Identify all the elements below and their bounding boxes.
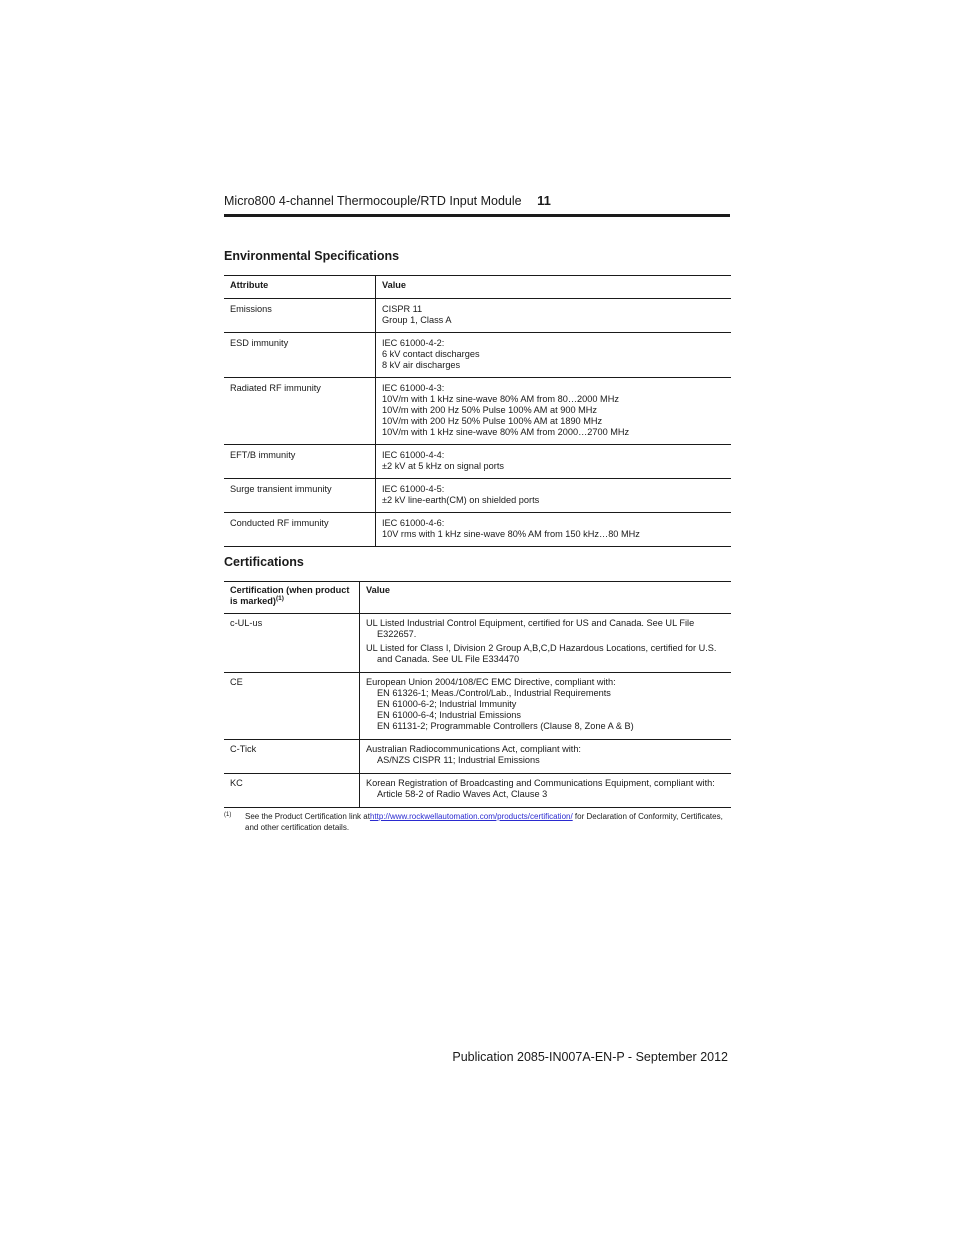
value-list-item: EN 61131-2; Programmable Controllers (Clause 8, Zone A & B) — [377, 721, 634, 731]
certifications-title: Certifications — [224, 555, 304, 569]
value-cell — [360, 774, 732, 808]
value-paragraph: UL Listed Industrial Control Equipment, certified for US and Canada. See UL File E322657. — [366, 618, 695, 639]
value-paragraph: UL Listed for Class I, Division 2 Group A,B,C,D Hazardous Locations, certified for U.S. and Canada. See UL File E334470 — [366, 643, 717, 664]
footnote-text-before: See the Product Certification link at — [245, 812, 370, 821]
footnote-mark: (1) — [224, 812, 232, 818]
value-line: IEC 61000-4-5: — [382, 484, 445, 494]
column-header-certification — [224, 582, 360, 614]
certification-cell: CE — [224, 673, 360, 740]
value-line: IEC 61000-4-6: — [382, 518, 445, 528]
value-intro: European Union 2004/108/EC EMC Directive, compliant with: — [366, 677, 616, 687]
value-cell — [360, 614, 732, 673]
table-row — [224, 479, 731, 513]
value-line: 10V/m with 200 Hz 50% Pulse 100% AM at 900 MHz — [382, 405, 597, 415]
value-line: IEC 61000-4-3: — [382, 383, 445, 393]
value-cell — [376, 479, 732, 513]
value-cell — [376, 333, 732, 378]
value-line: IEC 61000-4-4: — [382, 450, 445, 460]
value-line: 10V/m with 1 kHz sine-wave 80% AM from 80…2000 MHz — [382, 394, 619, 404]
value-cell — [376, 299, 732, 333]
value-cell — [360, 740, 732, 774]
publication-footer: Publication 2085-IN007A-EN-P - September 2012 — [452, 1050, 728, 1064]
value-line: IEC 61000-4-2: — [382, 338, 445, 348]
table-header-row — [224, 582, 731, 614]
table-row — [224, 333, 731, 378]
value-line: 10V/m with 1 kHz sine-wave 80% AM from 2000…2700 MHz — [382, 427, 630, 437]
value-line: ±2 kV at 5 kHz on signal ports — [382, 461, 504, 471]
environmental-specifications-title: Environmental Specifications — [224, 249, 400, 263]
value-list-item: EN 61000-6-2; Industrial Immunity — [377, 699, 517, 709]
table-row — [224, 673, 731, 740]
value-line: 10V/m with 200 Hz 50% Pulse 100% AM at 1890 MHz — [382, 416, 603, 426]
column-header-value: Value — [376, 276, 732, 299]
certification-link[interactable]: http://www.rockwellautomation.com/products/certification/ — [369, 812, 573, 821]
certification-cell: KC — [224, 774, 360, 808]
value-list-item: Article 58-2 of Radio Waves Act, Clause 3 — [377, 789, 548, 799]
header-title: Micro800 4-channel Thermocouple/RTD Input Module — [224, 194, 522, 208]
attribute-cell: Radiated RF immunity — [224, 378, 376, 445]
attribute-cell: Surge transient immunity — [224, 479, 376, 513]
page-header — [224, 193, 730, 208]
footnote-text-after: for Declaration of Conformity, Certificates, and other certification details. — [245, 812, 723, 832]
value-cell — [376, 378, 732, 445]
value-list-item: AS/NZS CISPR 11; Industrial Emissions — [377, 755, 540, 765]
attribute-cell: Emissions — [224, 299, 376, 333]
value-line: 8 kV air discharges — [382, 360, 461, 370]
certification-cell: c-UL-us — [224, 614, 360, 673]
table-header-row — [224, 276, 731, 299]
footnote-text — [224, 811, 731, 833]
value-list-item: EN 61000-6-4; Industrial Emissions — [377, 710, 522, 720]
table-row — [224, 445, 731, 479]
attribute-cell: ESD immunity — [224, 333, 376, 378]
table-row — [224, 774, 731, 808]
table-row — [224, 614, 731, 673]
attribute-cell: Conducted RF immunity — [224, 513, 376, 547]
value-line: 10V rms with 1 kHz sine-wave 80% AM from 150 kHz…80 MHz — [382, 529, 640, 539]
value-line: 6 kV contact discharges — [382, 349, 480, 359]
page-number: 11 — [537, 193, 551, 208]
value-line: CISPR 11 — [382, 304, 423, 314]
certification-header-text: Certification (when product is marked) — [230, 585, 350, 606]
environmental-specifications-table — [224, 275, 731, 547]
table-row — [224, 513, 731, 547]
value-line: Group 1, Class A — [382, 315, 452, 325]
table-row — [224, 740, 731, 774]
footnote — [224, 811, 731, 833]
value-line: ±2 kV line-earth(CM) on shielded ports — [382, 495, 540, 505]
value-cell — [376, 513, 732, 547]
attribute-cell: EFT/B immunity — [224, 445, 376, 479]
certifications-table — [224, 581, 731, 808]
column-header-value: Value — [360, 582, 732, 614]
value-cell — [360, 673, 732, 740]
table-row — [224, 299, 731, 333]
column-header-attribute: Attribute — [224, 276, 376, 299]
value-cell — [376, 445, 732, 479]
header-rule — [224, 214, 730, 217]
footnote-reference: (1) — [275, 594, 284, 602]
value-intro: Australian Radiocommunications Act, compliant with: — [366, 744, 581, 754]
certification-cell: C-Tick — [224, 740, 360, 774]
value-intro: Korean Registration of Broadcasting and Communications Equipment, compliant with: — [366, 778, 715, 788]
value-list-item: EN 61326-1; Meas./Control/Lab., Industrial Requirements — [377, 688, 611, 698]
table-row — [224, 378, 731, 445]
